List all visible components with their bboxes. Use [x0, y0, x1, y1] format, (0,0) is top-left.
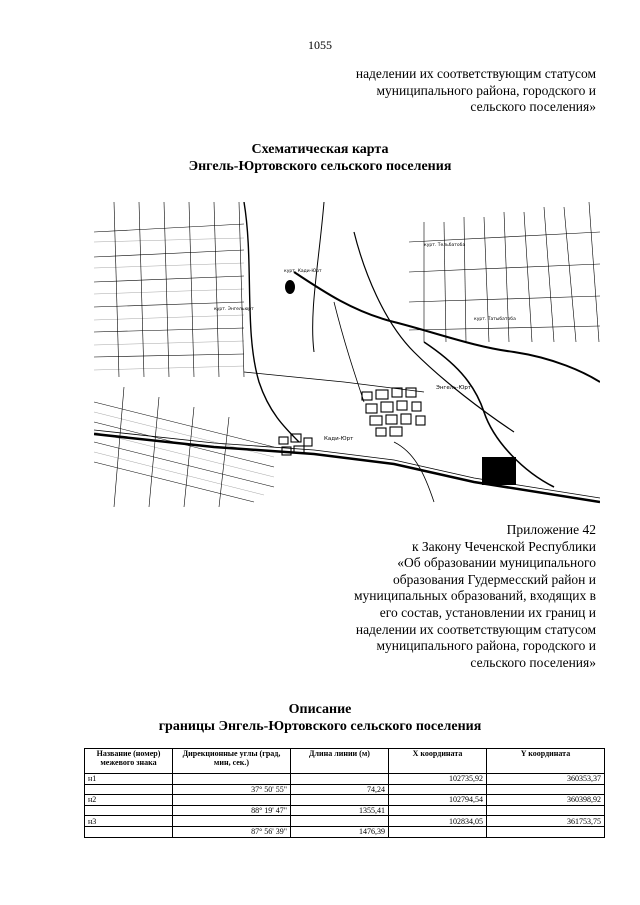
cell-direction-angle: 88° 19' 47"	[173, 805, 291, 816]
cell-marker-name: н1	[85, 774, 173, 785]
cell-marker-name	[85, 826, 173, 837]
text-line: муниципального района, городского и	[376, 82, 596, 98]
cell-line-length	[291, 816, 389, 827]
text-line: сельского поселения»	[470, 99, 596, 115]
cell-marker-name	[85, 784, 173, 795]
text-line: сельского поселения»	[470, 654, 596, 670]
cell-y-coordinate	[487, 826, 605, 837]
label-kadi-yurt: Кади-Юрт	[324, 436, 354, 442]
cell-y-coordinate: 360398,92	[487, 795, 605, 806]
text-line: его состав, установлении их границ и	[379, 604, 596, 620]
cell-line-length: 74,24	[291, 784, 389, 795]
page-number: 1055	[308, 38, 332, 52]
col-header-line-length: Длина линии (м)	[291, 749, 389, 774]
cell-y-coordinate	[487, 784, 605, 795]
cell-direction-angle: 87° 56' 39"	[173, 826, 291, 837]
cell-marker-name: н3	[85, 816, 173, 827]
boundary-table	[84, 748, 605, 838]
text-line: муниципальных образований, входящих в	[354, 588, 596, 604]
label-engel-yurt: Энгель-Юрт	[436, 385, 472, 391]
appendix-block	[354, 522, 596, 671]
table-row	[85, 816, 605, 827]
cell-y-coordinate: 361753,75	[487, 816, 605, 827]
table-row	[85, 774, 605, 785]
cell-x-coordinate	[389, 826, 487, 837]
table-row	[85, 784, 605, 795]
cell-y-coordinate	[487, 805, 605, 816]
text-line: наделении их соответствующим статусом	[355, 66, 596, 81]
col-header-x-coordinate: X координата	[389, 749, 487, 774]
cell-direction-angle	[173, 774, 291, 785]
cell-x-coordinate: 102834,05	[389, 816, 487, 827]
col-header-marker-name: Название (номер) межевого знака	[85, 749, 173, 774]
title-line: Схематическая карта	[251, 142, 389, 157]
cell-line-length: 1355,41	[291, 805, 389, 816]
title-line: Энгель-Юртовского сельского поселения	[188, 159, 452, 174]
title-line: Описание	[288, 702, 352, 717]
cell-x-coordinate: 102794,54	[389, 795, 487, 806]
text-line: наделении их соответствующим статусом	[355, 621, 596, 637]
cell-direction-angle	[173, 795, 291, 806]
text-line: образования Гудермесский район и	[393, 571, 596, 587]
text-line: «Об образовании муниципального	[397, 555, 596, 571]
text-line: муниципального района, городского и	[376, 638, 596, 654]
dark-plot	[482, 457, 516, 485]
text-line: к Закону Чеченской Республики	[411, 538, 596, 554]
schematic-map	[94, 202, 600, 507]
cell-x-coordinate	[389, 805, 487, 816]
table-header-row	[85, 749, 605, 774]
col-header-direction-angle: Дирекционные углы (град, мин, сек.)	[173, 749, 291, 774]
cell-marker-name	[85, 805, 173, 816]
cell-y-coordinate: 360353,37	[487, 774, 605, 785]
cell-x-coordinate: 102735,92	[389, 774, 487, 785]
col-header-y-coordinate: Y координата	[487, 749, 605, 774]
cell-x-coordinate	[389, 784, 487, 795]
table-row	[85, 826, 605, 837]
label-kurt-tatybatoba: курт. Татыбатоба	[474, 317, 516, 322]
cell-line-length	[291, 795, 389, 806]
description-title	[0, 701, 640, 735]
cell-line-length: 1476,39	[291, 826, 389, 837]
label-kurt-engelyurt: курт. Энгельюрт	[214, 307, 254, 312]
table-row	[85, 795, 605, 806]
text-line: Приложение 42	[506, 522, 596, 537]
cell-direction-angle	[173, 816, 291, 827]
cell-line-length	[291, 774, 389, 785]
table-row	[85, 805, 605, 816]
label-kurt-telbatoba: курт. Тельбатоба	[424, 243, 466, 248]
label-kurt-kadi-yurt: курт. Кади-Юрт	[284, 269, 322, 274]
cell-marker-name: н2	[85, 795, 173, 806]
title-line: границы Энгель-Юртовского сельского поселения	[158, 719, 482, 734]
pond	[285, 280, 295, 294]
cell-direction-angle: 37° 50' 55"	[173, 784, 291, 795]
top-continuation-block	[356, 66, 596, 116]
map-title	[0, 141, 640, 175]
